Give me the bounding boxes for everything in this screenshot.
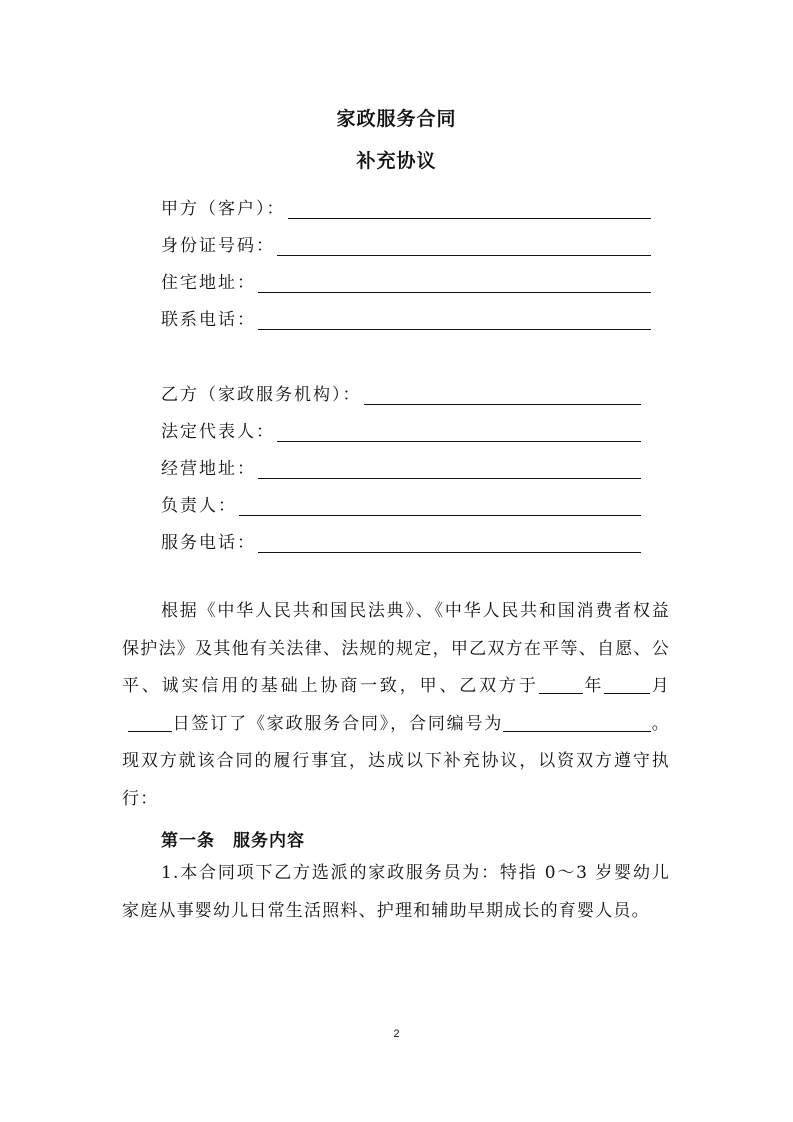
party-b-phone-label: 服务电话： [161,533,256,553]
year-label: 年 [582,676,605,696]
party-b-person-blank[interactable] [239,493,641,516]
party-b-legal-rep-label: 法定代表人： [161,422,275,442]
party-b-address-label: 经营地址： [161,459,256,479]
contract-number-blank[interactable] [503,713,651,732]
party-a-address-blank[interactable] [258,270,651,293]
party-a-client-field[interactable] [161,191,651,219]
party-a-id-blank[interactable] [277,233,651,256]
party-b-address-blank[interactable] [258,456,641,479]
party-a-phone-field[interactable] [161,302,651,330]
party-b-agency-label: 乙方（家政服务机构）： [161,385,362,405]
party-b-phone-blank[interactable] [258,530,641,553]
preamble-text-1: 根据《中华人民共和国民法典》、《中华人民共和国消费者权益保护法》及其他有关法律、法规的规定，甲乙双方在平等、自愿、公平、诚实信用的基础上协商一致，甲、乙双方于 [122,601,670,696]
article-1-item-1: 1.本合同项下乙方选派的家政服务员为：特指 0～3 岁婴幼儿家庭从事婴幼儿日常生活照料、护理和辅助早期成长的育婴人员。 [122,863,670,921]
preamble-text-2: 。现双方就该合同的履行事宜，达成以下补充协议，以资双方遵守执行： [122,713,670,809]
party-a-address-field[interactable] [161,265,651,293]
party-b-agency-blank[interactable] [364,382,642,405]
month-label: 月 [650,676,670,696]
party-b-phone-field[interactable] [161,525,641,553]
party-a-id-field[interactable] [161,228,651,256]
party-b-legal-rep-blank[interactable] [277,419,641,442]
party-b-agency-field[interactable] [161,377,641,405]
month-blank[interactable] [604,675,650,694]
party-a-id-label: 身份证号码： [161,236,275,256]
day-and-contract-text: 日签订了《家政服务合同》，合同编号为 [172,713,504,734]
party-a-phone-label: 联系电话： [161,310,256,330]
document-subtitle: 补充协议 [356,150,437,172]
party-b-legal-rep-field[interactable] [161,414,641,442]
party-b-person-label: 负责人： [161,496,237,516]
document-title: 家政服务合同 [336,108,457,130]
page-number: 2 [393,1028,400,1040]
year-blank[interactable] [539,675,583,694]
day-blank[interactable] [128,713,172,732]
party-a-client-blank[interactable] [288,196,652,219]
party-b-address-field[interactable] [161,451,641,479]
party-a-phone-blank[interactable] [258,307,651,330]
party-a-address-label: 住宅地址： [161,273,256,293]
party-b-person-field[interactable] [161,488,641,516]
party-a-client-label: 甲方（客户）： [161,199,286,219]
preamble-paragraph [122,593,670,818]
article-1-heading: 第一条 服务内容 [161,831,305,851]
